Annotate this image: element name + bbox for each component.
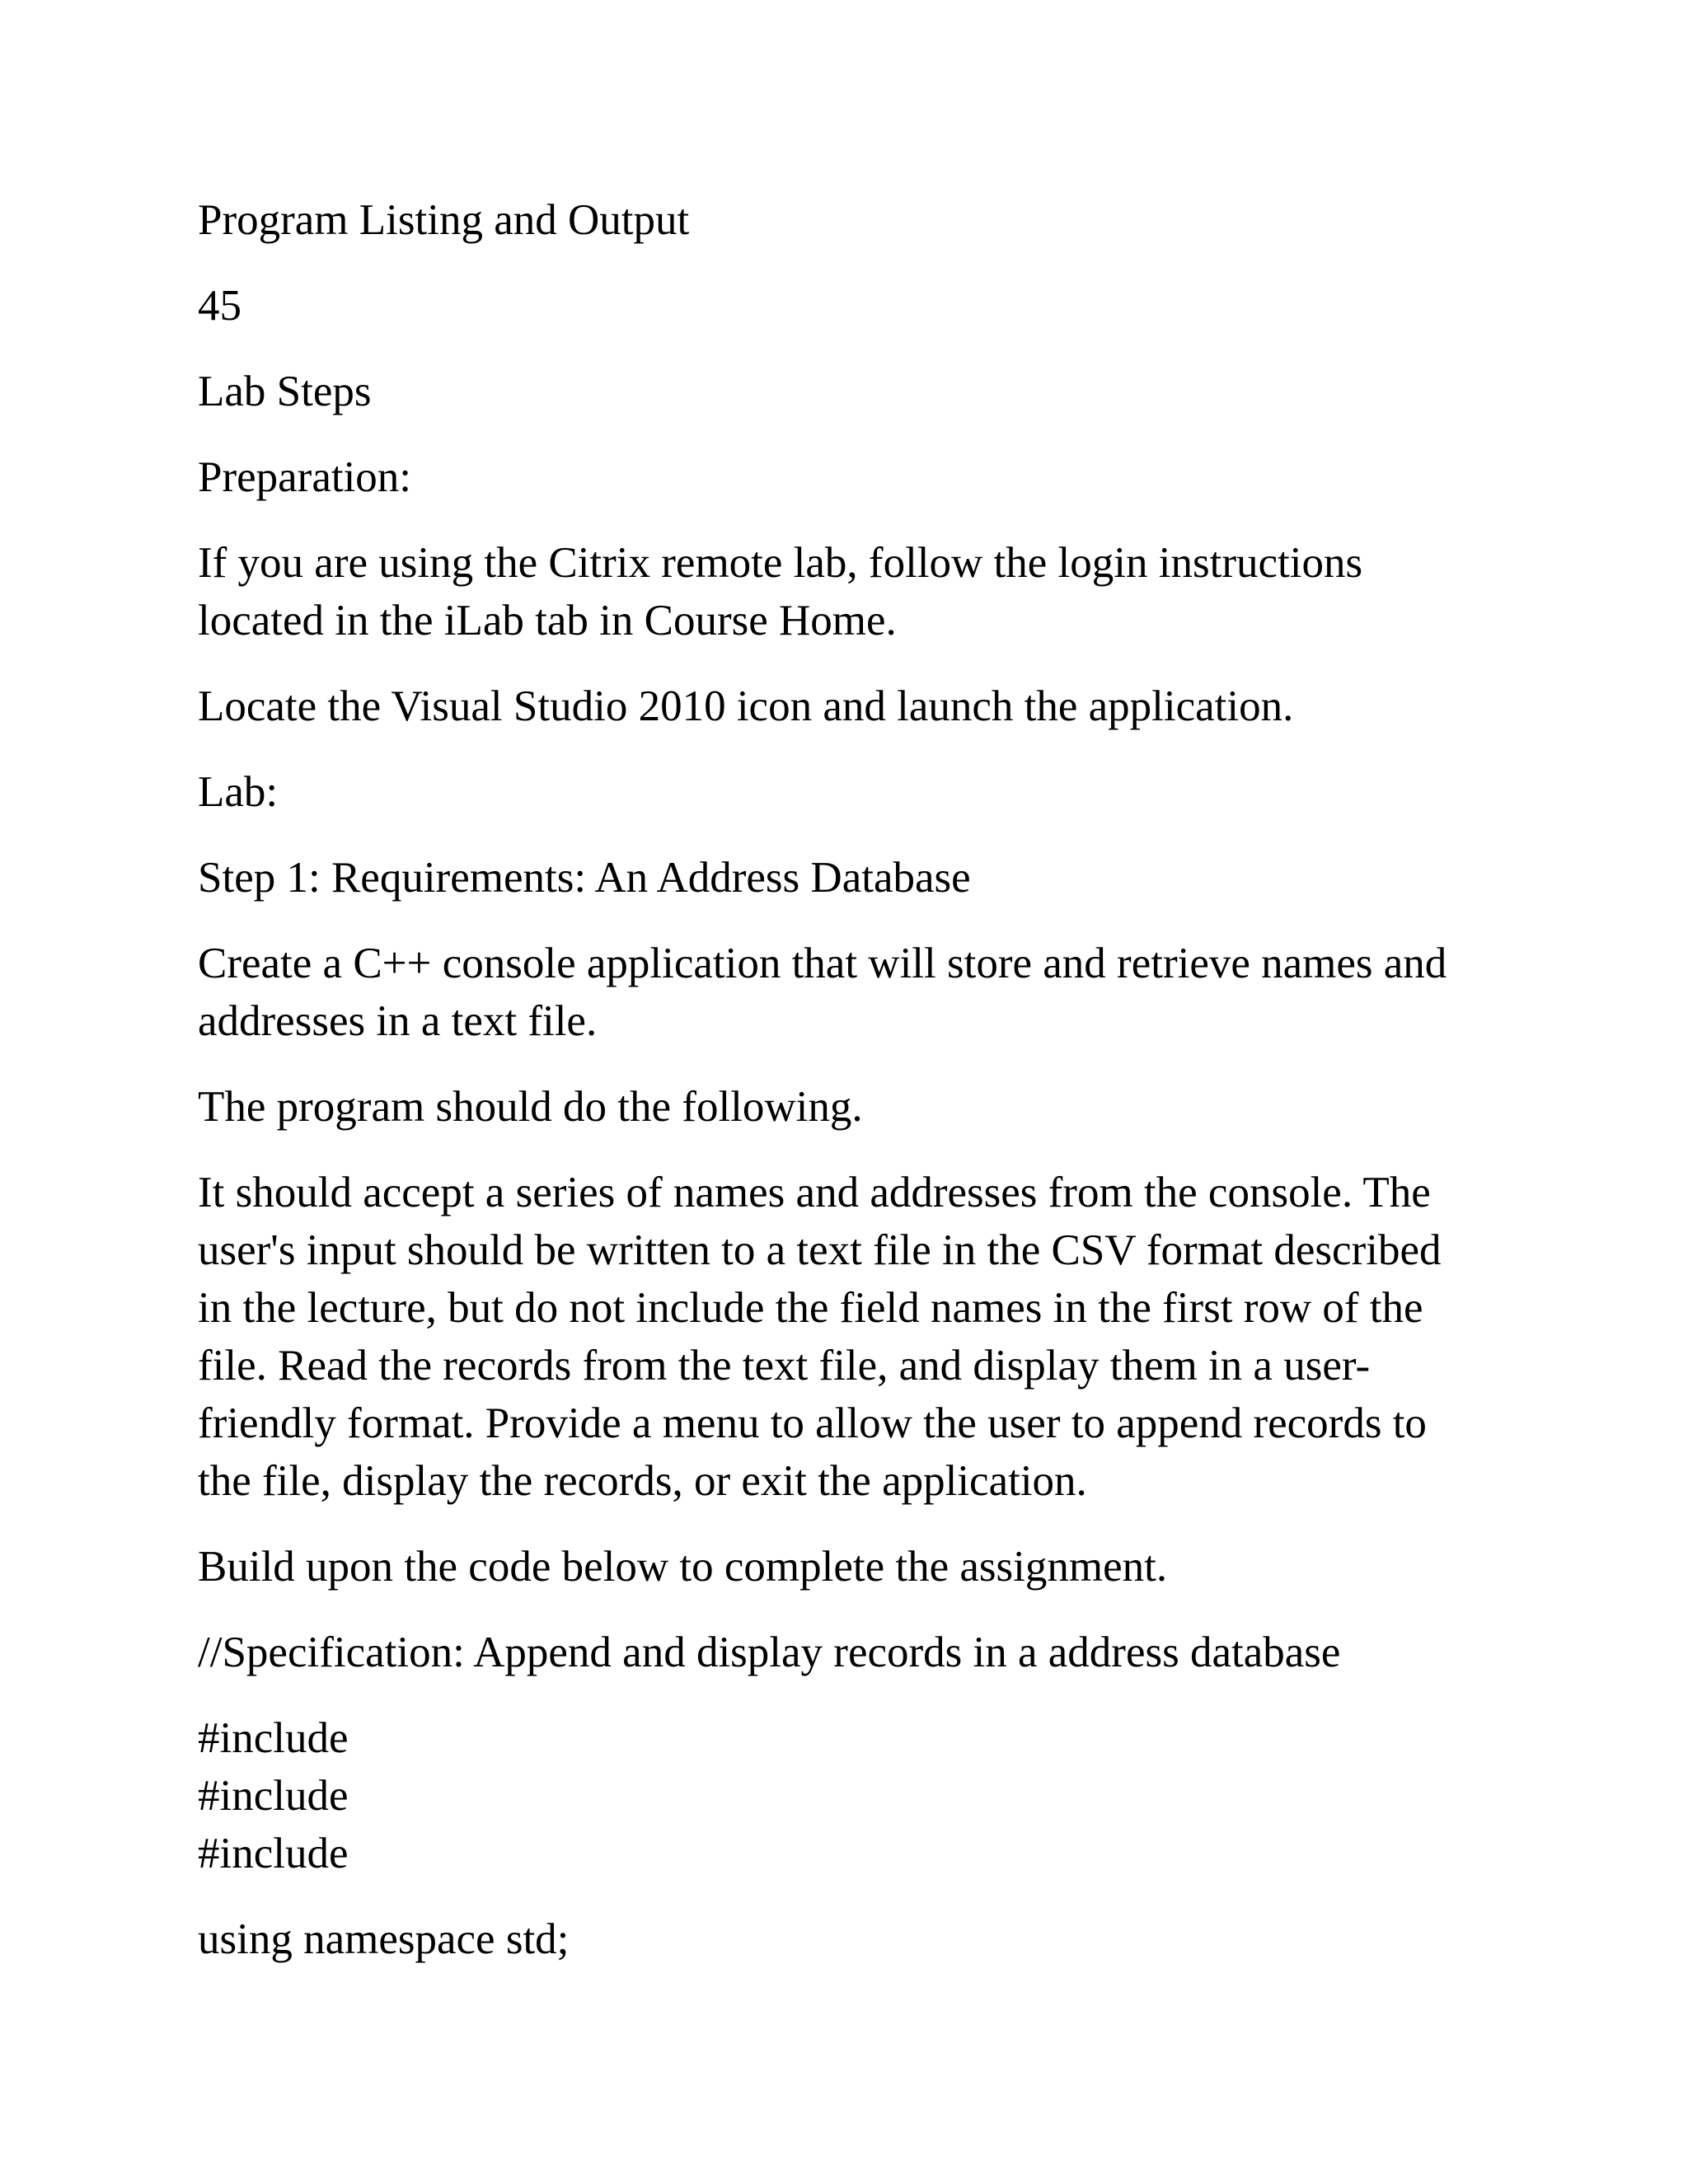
subheading: [198, 448, 1484, 506]
text-line: Lab Steps: [198, 368, 372, 415]
text-line: 45: [198, 282, 241, 330]
text-line: friendly format. Provide a menu to allow the user to append records to: [198, 1399, 1427, 1447]
text-line: It should accept a series of names and addresses from the console. The: [198, 1169, 1431, 1216]
text-line: located in the iLab tab in Course Home.: [198, 597, 897, 644]
text-line: user's input should be written to a text file in the CSV format described: [198, 1226, 1442, 1274]
code-line: #include: [198, 1714, 349, 1762]
text-line: Preparation:: [198, 453, 412, 501]
code-line: using namespace std;: [198, 1915, 570, 1963]
text-line: Lab:: [198, 768, 279, 816]
page-number: [198, 277, 1484, 335]
paragraph: [198, 1078, 1484, 1136]
text-line: in the lecture, but do not include the field names in the first row of the: [198, 1284, 1423, 1332]
code-line: #include: [198, 1772, 349, 1820]
text-line: If you are using the Citrix remote lab, follow the login instructions: [198, 539, 1363, 587]
subheading: [198, 763, 1484, 821]
text-line: Program Listing and Output: [198, 196, 690, 244]
paragraph: [198, 677, 1484, 735]
text-line: Step 1: Requirements: An Address Database: [198, 854, 971, 902]
document-body: [198, 191, 1484, 1996]
text-line: Build upon the code below to complete the assignment.: [198, 1543, 1168, 1591]
text-line: Locate the Visual Studio 2010 icon and launch the application.: [198, 682, 1294, 730]
paragraph: [198, 935, 1484, 1050]
text-line: addresses in a text file.: [198, 997, 598, 1045]
text-line: //Specification: Append and display records in a address database: [198, 1629, 1341, 1676]
paragraph: [198, 534, 1484, 649]
paragraph: [198, 1164, 1484, 1510]
text-line: The program should do the following.: [198, 1083, 863, 1131]
code-comment: [198, 1624, 1484, 1681]
text-line: file. Read the records from the text file, and display them in a user-: [198, 1342, 1371, 1390]
text-line: Create a C++ console application that will store and retrieve names and: [198, 940, 1447, 987]
paragraph: [198, 1538, 1484, 1596]
section-heading: [198, 191, 1484, 249]
code-line: #include: [198, 1830, 349, 1877]
section-heading: [198, 363, 1484, 420]
code-namespace: [198, 1910, 1484, 1968]
step-heading: [198, 849, 1484, 907]
code-includes: [198, 1709, 1484, 1882]
text-line: the file, display the records, or exit the application.: [198, 1457, 1087, 1505]
